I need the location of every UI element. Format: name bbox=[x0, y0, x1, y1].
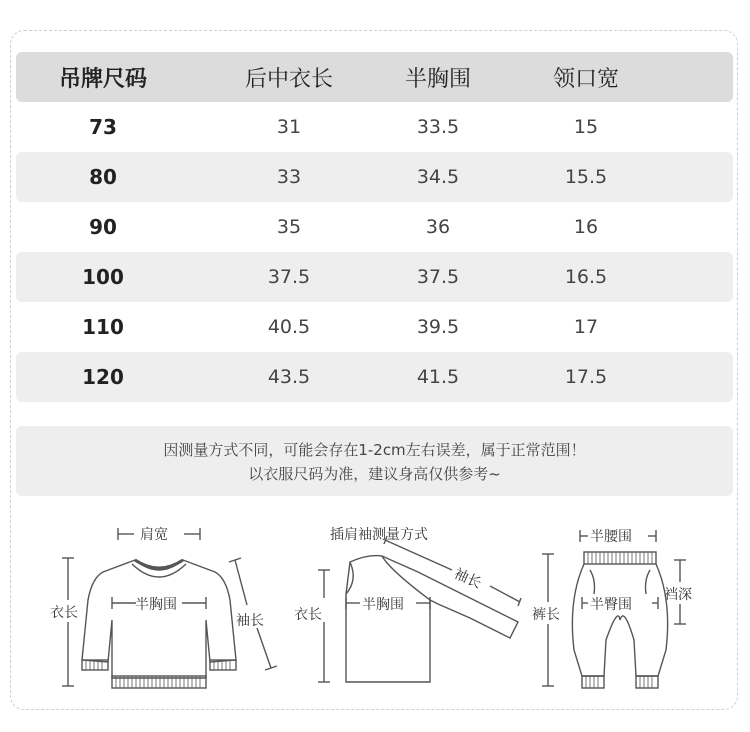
header-neck: 领口宽 bbox=[552, 66, 619, 92]
length-cell: 40.5 bbox=[267, 316, 311, 338]
table-row bbox=[16, 102, 733, 152]
header-length: 后中衣长 bbox=[244, 66, 333, 92]
chest-cell: 36 bbox=[425, 216, 451, 238]
note-line-1: 因测量方式不同，可能会存在1-2cm左右误差，属于正常范围！ bbox=[163, 441, 586, 459]
size-cell: 73 bbox=[89, 115, 117, 139]
table-row bbox=[16, 302, 733, 352]
header-size: 吊牌尺码 bbox=[58, 66, 147, 92]
neck-cell: 15 bbox=[573, 116, 599, 138]
sleeve-label: 袖长 bbox=[451, 565, 484, 592]
size-cell: 110 bbox=[82, 315, 124, 339]
neck-cell: 15.5 bbox=[564, 166, 608, 188]
rise-label: 裆深 bbox=[664, 587, 692, 603]
chest-cell: 39.5 bbox=[416, 316, 460, 338]
size-cell: 90 bbox=[89, 215, 117, 239]
size-table bbox=[16, 52, 733, 402]
length-label: 衣长 bbox=[50, 605, 78, 621]
chest-cell: 37.5 bbox=[416, 266, 460, 288]
chest-label: 半胸围 bbox=[135, 597, 177, 613]
pants-diagram bbox=[530, 510, 710, 700]
neck-cell: 17 bbox=[573, 316, 599, 338]
chest-cell: 41.5 bbox=[416, 366, 460, 388]
neck-cell: 16 bbox=[573, 216, 599, 238]
header-chest: 半胸围 bbox=[404, 66, 471, 92]
length-label: 衣长 bbox=[294, 607, 322, 623]
table-row bbox=[16, 152, 733, 202]
size-cell: 120 bbox=[82, 365, 124, 389]
length-cell: 35 bbox=[276, 216, 302, 238]
neck-cell: 17.5 bbox=[564, 366, 608, 388]
sweater-diagram bbox=[40, 510, 270, 700]
table-header-row bbox=[16, 52, 733, 102]
length-cell: 31 bbox=[276, 116, 302, 138]
measurement-note bbox=[16, 426, 733, 496]
size-cell: 80 bbox=[89, 165, 117, 189]
sleeve-label: 袖长 bbox=[236, 613, 264, 629]
chest-cell: 34.5 bbox=[416, 166, 460, 188]
note-line-2: 以衣服尺码为准，建议身高仅供参考~ bbox=[248, 465, 501, 483]
table-row bbox=[16, 352, 733, 402]
table-row bbox=[16, 202, 733, 252]
size-cell: 100 bbox=[82, 265, 124, 289]
length-cell: 43.5 bbox=[267, 366, 311, 388]
length-cell: 37.5 bbox=[267, 266, 311, 288]
raglan-title: 插肩袖测量方式 bbox=[330, 527, 428, 543]
table-row bbox=[16, 252, 733, 302]
chest-label: 半胸围 bbox=[362, 597, 404, 613]
waist-label: 半腰围 bbox=[590, 529, 632, 545]
thigh-label: 半臀围 bbox=[590, 597, 632, 613]
neck-cell: 16.5 bbox=[564, 266, 608, 288]
raglan-diagram bbox=[290, 510, 530, 700]
shoulder-label: 肩宽 bbox=[140, 527, 168, 543]
chest-cell: 33.5 bbox=[416, 116, 460, 138]
length-cell: 33 bbox=[276, 166, 302, 188]
length-label: 裤长 bbox=[532, 607, 560, 623]
